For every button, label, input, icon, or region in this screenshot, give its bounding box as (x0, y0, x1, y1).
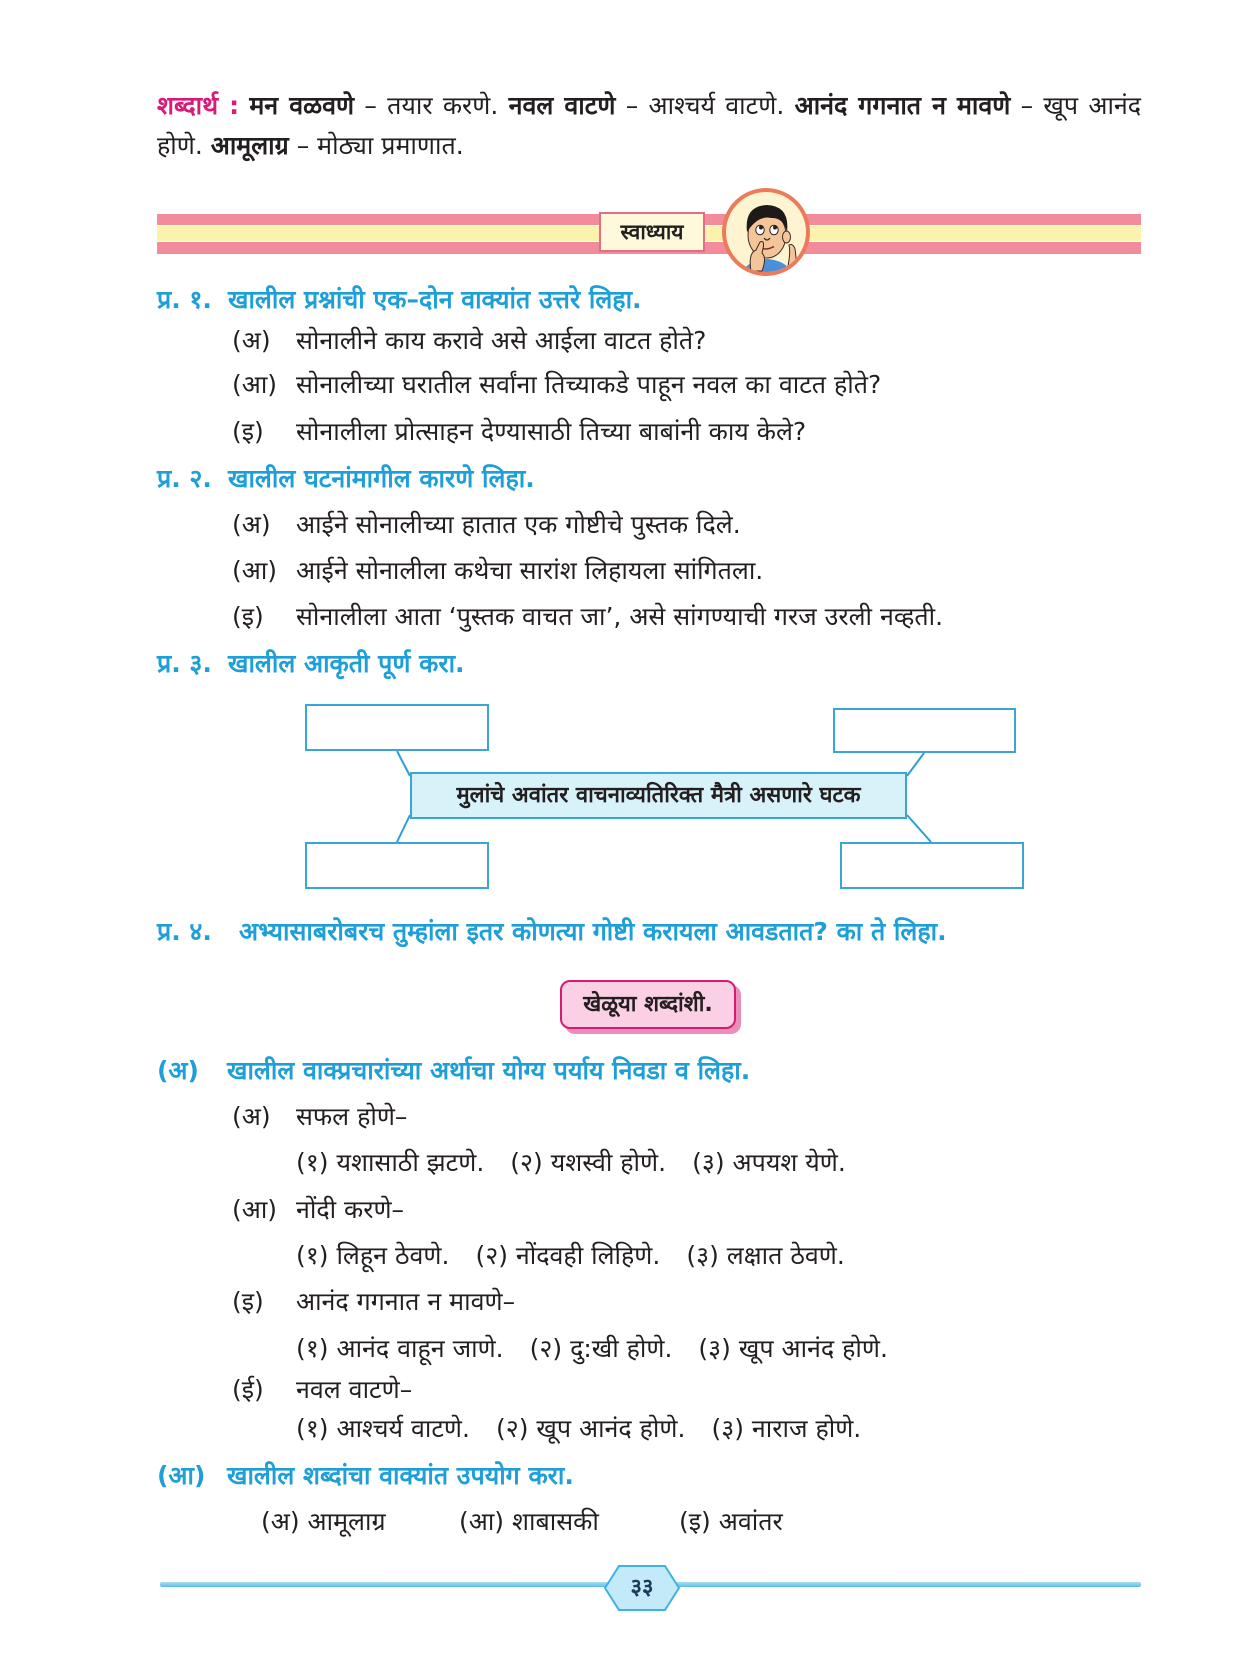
question-4-heading (157, 916, 947, 948)
question-3-heading (157, 648, 465, 680)
connector-line (397, 751, 410, 776)
glossary-term: नवल वाटणे (508, 91, 616, 120)
diagram-blank-bottom-left (305, 842, 489, 889)
item-marker: (इ) (232, 1287, 264, 1316)
connector-line (397, 815, 410, 842)
thinking-boy-illustration (721, 187, 811, 277)
phrase-options (296, 1333, 888, 1365)
diagram-blank-bottom-right (840, 842, 1024, 889)
option-text: (२) यशस्वी होणे. (510, 1148, 667, 1177)
glossary-label: शब्दार्थ : (157, 91, 240, 120)
item-marker: (इ) (232, 602, 264, 631)
option-text: (३) लक्षात ठेवणे. (686, 1241, 845, 1270)
question-2-item-aa (232, 555, 763, 587)
item-text: आईने सोनालीच्या हातात एक गोष्टीचे पुस्तक दिले. (296, 510, 741, 539)
question-2-item-i (232, 601, 943, 633)
option-text: (१) यशासाठी झटणे. (296, 1148, 485, 1177)
option-text: (२) दु:खी होणे. (529, 1334, 673, 1363)
question-1-item-aa (232, 369, 881, 401)
option-text: (१) आश्चर्य वाटणे. (296, 1414, 470, 1443)
question-text: खालील घटनांमागील कारणे लिहा. (228, 464, 535, 493)
question-2-item-a (232, 509, 741, 541)
option-text: (२) खूप आनंद होणे. (495, 1414, 686, 1443)
glossary-meaning: – खूप आनंद होणे. (157, 91, 1142, 160)
glossary-meaning: – आश्चर्य वाटणे. (625, 91, 785, 120)
word-play-title: खेळूया शब्दांशी. (560, 980, 736, 1029)
word-list (261, 1506, 961, 1538)
diagram-center-label: मुलांचे अवांतर वाचनाव्यतिरिक्त मैत्री असणारे घटक (410, 772, 907, 819)
phrase-item (232, 1101, 407, 1133)
diagram-blank-top-right (833, 708, 1016, 753)
question-text: अभ्यासाबरोबरच तुम्हांला इतर कोणत्या गोष्टी करायला आवडतात? का ते लिहा. (239, 917, 947, 946)
question-number: प्र. ४. (157, 917, 212, 946)
question-text: खालील प्रश्नांची एक–दोन वाक्यांत उत्तरे लिहा. (228, 285, 642, 314)
item-marker: (ई) (232, 1375, 264, 1404)
question-1-item-i (232, 416, 806, 448)
phrase-options (296, 1240, 845, 1272)
item-marker: (इ) (232, 417, 264, 446)
item-marker: (अ) (232, 510, 271, 539)
item-marker: (आ) (232, 370, 278, 399)
question-number: प्र. २. (157, 464, 212, 493)
option-text: (१) लिहून ठेवणे. (296, 1241, 450, 1270)
connector-line (907, 753, 924, 776)
word-item: (आ) शाबासकी (459, 1507, 599, 1536)
item-text: सोनालीला आता ‘पुस्तक वाचत जा’, असे सांगण्याची गरज उरली नव्हती. (296, 602, 944, 631)
phrase-item (232, 1374, 412, 1406)
phrase-item (232, 1194, 404, 1226)
phrase-item (232, 1286, 515, 1318)
item-text: सोनालीला प्रोत्साहन देण्यासाठी तिच्या बाबांनी काय केले? (296, 417, 807, 446)
word-item: (इ) अवांतर (679, 1507, 783, 1536)
question-text: खालील आकृती पूर्ण करा. (228, 649, 465, 678)
question-2-heading (157, 463, 535, 495)
phrase-text: आनंद गगनात न मावणे– (296, 1287, 516, 1316)
item-text: सोनालीच्या घरातील सर्वांना तिच्याकडे पाहून नवल का वाटत होते? (296, 370, 882, 399)
option-text: (३) अपयश येणे. (692, 1148, 846, 1177)
word-play-part-b-heading (157, 1460, 574, 1492)
question-1-heading (157, 284, 642, 316)
option-text: (१) आनंद वाहून जाणे. (296, 1334, 504, 1363)
diagram-blank-top-left (305, 704, 489, 751)
phrase-options (296, 1413, 861, 1445)
glossary (157, 86, 1141, 166)
glossary-term: मन वळवणे (249, 91, 355, 120)
part-marker: (अ) (157, 1056, 199, 1085)
item-text: सोनालीने काय करावे असे आईला वाटत होते? (296, 326, 707, 355)
question-number: प्र. १. (157, 285, 212, 314)
boy-eye (773, 226, 777, 230)
glossary-meaning: – मोठ्या प्रमाणात. (296, 131, 464, 160)
part-marker: (आ) (157, 1461, 206, 1490)
option-text: (३) खूप आनंद होणे. (698, 1334, 888, 1363)
glossary-term: आमूलाग्र (210, 131, 289, 160)
item-text: आईने सोनालीला कथेचा सारांश लिहायला सांगितला. (296, 556, 764, 585)
item-marker: (अ) (232, 1102, 271, 1131)
glossary-term: आनंद गगनात न मावणे (794, 91, 1011, 120)
exercise-header-title: स्वाध्याय (599, 212, 705, 252)
boy-ear (783, 231, 791, 243)
phrase-text: सफल होणे– (296, 1102, 408, 1131)
option-text: (२) नोंदवही लिहिणे. (475, 1241, 661, 1270)
word-play-part-a-heading (157, 1055, 750, 1087)
page-number: ३३ (630, 1575, 654, 1600)
connector-line (907, 815, 931, 842)
question-1-item-a (232, 325, 706, 357)
question-number: प्र. ३. (157, 649, 212, 678)
option-text: (३) नाराज होणे. (711, 1414, 862, 1443)
phrase-text: नोंदी करणे– (296, 1195, 405, 1224)
phrase-options (296, 1147, 846, 1179)
item-marker: (आ) (232, 556, 278, 585)
phrase-text: नवल वाटणे– (296, 1375, 413, 1404)
item-marker: (अ) (232, 326, 271, 355)
word-item: (अ) आमूलाग्र (261, 1507, 386, 1536)
part-instruction: खालील शब्दांचा वाक्यांत उपयोग करा. (227, 1461, 574, 1490)
boy-eye (759, 226, 763, 230)
glossary-meaning: – तयार करणे. (364, 91, 499, 120)
part-instruction: खालील वाक्प्रचारांच्या अर्थाचा योग्य पर्याय निवडा व लिहा. (227, 1056, 751, 1085)
item-marker: (आ) (232, 1195, 278, 1224)
